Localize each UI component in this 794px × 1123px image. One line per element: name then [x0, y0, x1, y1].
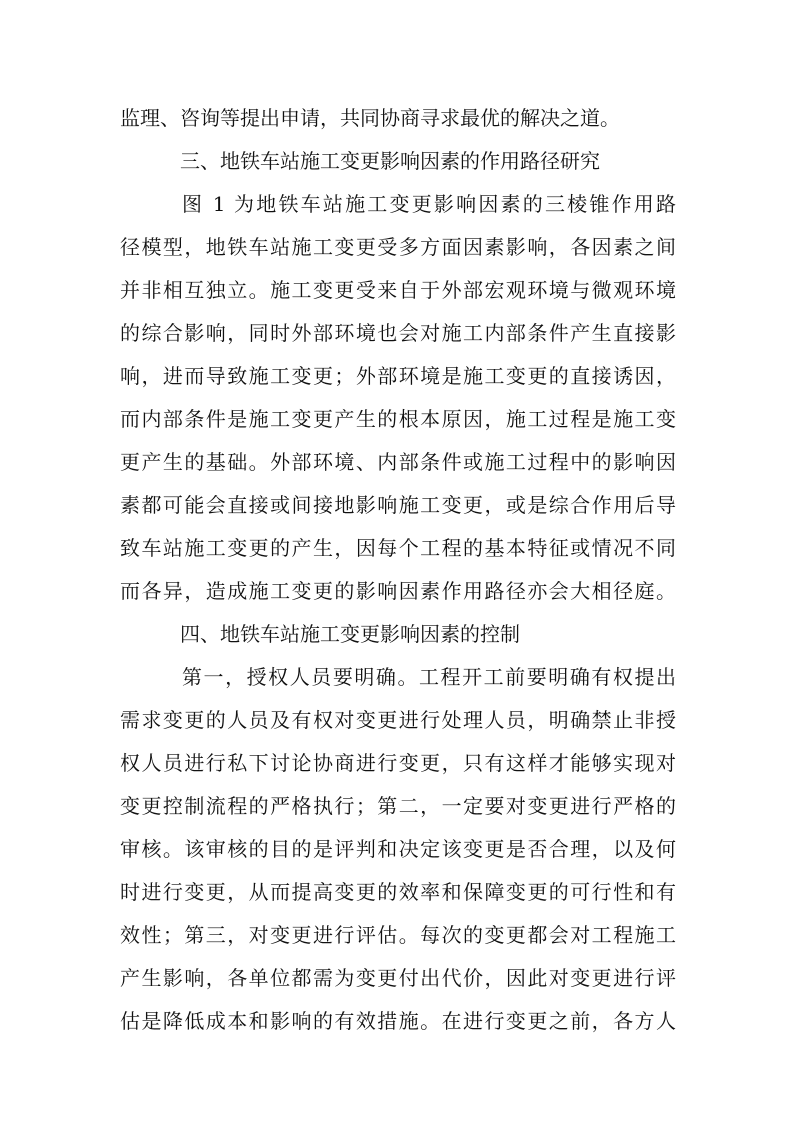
- paragraph-line: 变更控制流程的严格执行；第二，一定要对变更进行严格的: [120, 794, 676, 818]
- paragraph-line: 权人员进行私下讨论协商进行变更，只有这样才能够实现对: [120, 751, 676, 775]
- paragraph-line: 估是降低成本和影响的有效措施。在进行变更之前，各方人: [120, 1009, 676, 1033]
- paragraph-line: 时进行变更，从而提高变更的效率和保障变更的可行性和有: [120, 880, 676, 904]
- paragraph-line: 监理、咨询等提出申请，共同协商寻求最优的解决之道。: [120, 106, 620, 130]
- paragraph-line: 产生影响，各单位都需为变更付出代价，因此对变更进行评: [120, 966, 676, 990]
- paragraph-line: 需求变更的人员及有权对变更进行处理人员，明确禁止非授: [120, 708, 676, 732]
- paragraph-line: 而内部条件是施工变更产生的根本原因，施工过程是施工变: [120, 407, 676, 431]
- paragraph-line: 并非相互独立。施工变更受来自于外部宏观环境与微观环境: [120, 278, 676, 302]
- paragraph-line: 审核。该审核的目的是评判和决定该变更是否合理，以及何: [120, 837, 676, 861]
- paragraph-line: 素都可能会直接或间接地影响施工变更，或是综合作用后导: [120, 493, 676, 517]
- section-heading-4: 四、地铁车站施工变更影响因素的控制: [180, 622, 520, 646]
- paragraph-line: 图 1 为地铁车站施工变更影响因素的三棱锥作用路: [182, 192, 676, 216]
- paragraph-line: 的综合影响，同时外部环境也会对施工内部条件产生直接影: [120, 321, 676, 345]
- paragraph-line: 而各异，造成施工变更的影响因素作用路径亦会大相径庭。: [120, 579, 676, 603]
- section-heading-3: 三、地铁车站施工变更影响因素的作用路径研究: [180, 149, 600, 173]
- paragraph-line: 效性；第三，对变更进行评估。每次的变更都会对工程施工: [120, 923, 676, 947]
- paragraph-line: 第一，授权人员要明确。工程开工前要明确有权提出: [182, 665, 676, 689]
- paragraph-line: 更产生的基础。外部环境、内部条件或施工过程中的影响因: [120, 450, 676, 474]
- paragraph-line: 径模型，地铁车站施工变更受多方面因素影响，各因素之间: [120, 235, 676, 259]
- paragraph-line: 响，进而导致施工变更；外部环境是施工变更的直接诱因，: [120, 364, 676, 388]
- paragraph-line: 致车站施工变更的产生，因每个工程的基本特征或情况不同: [120, 536, 676, 560]
